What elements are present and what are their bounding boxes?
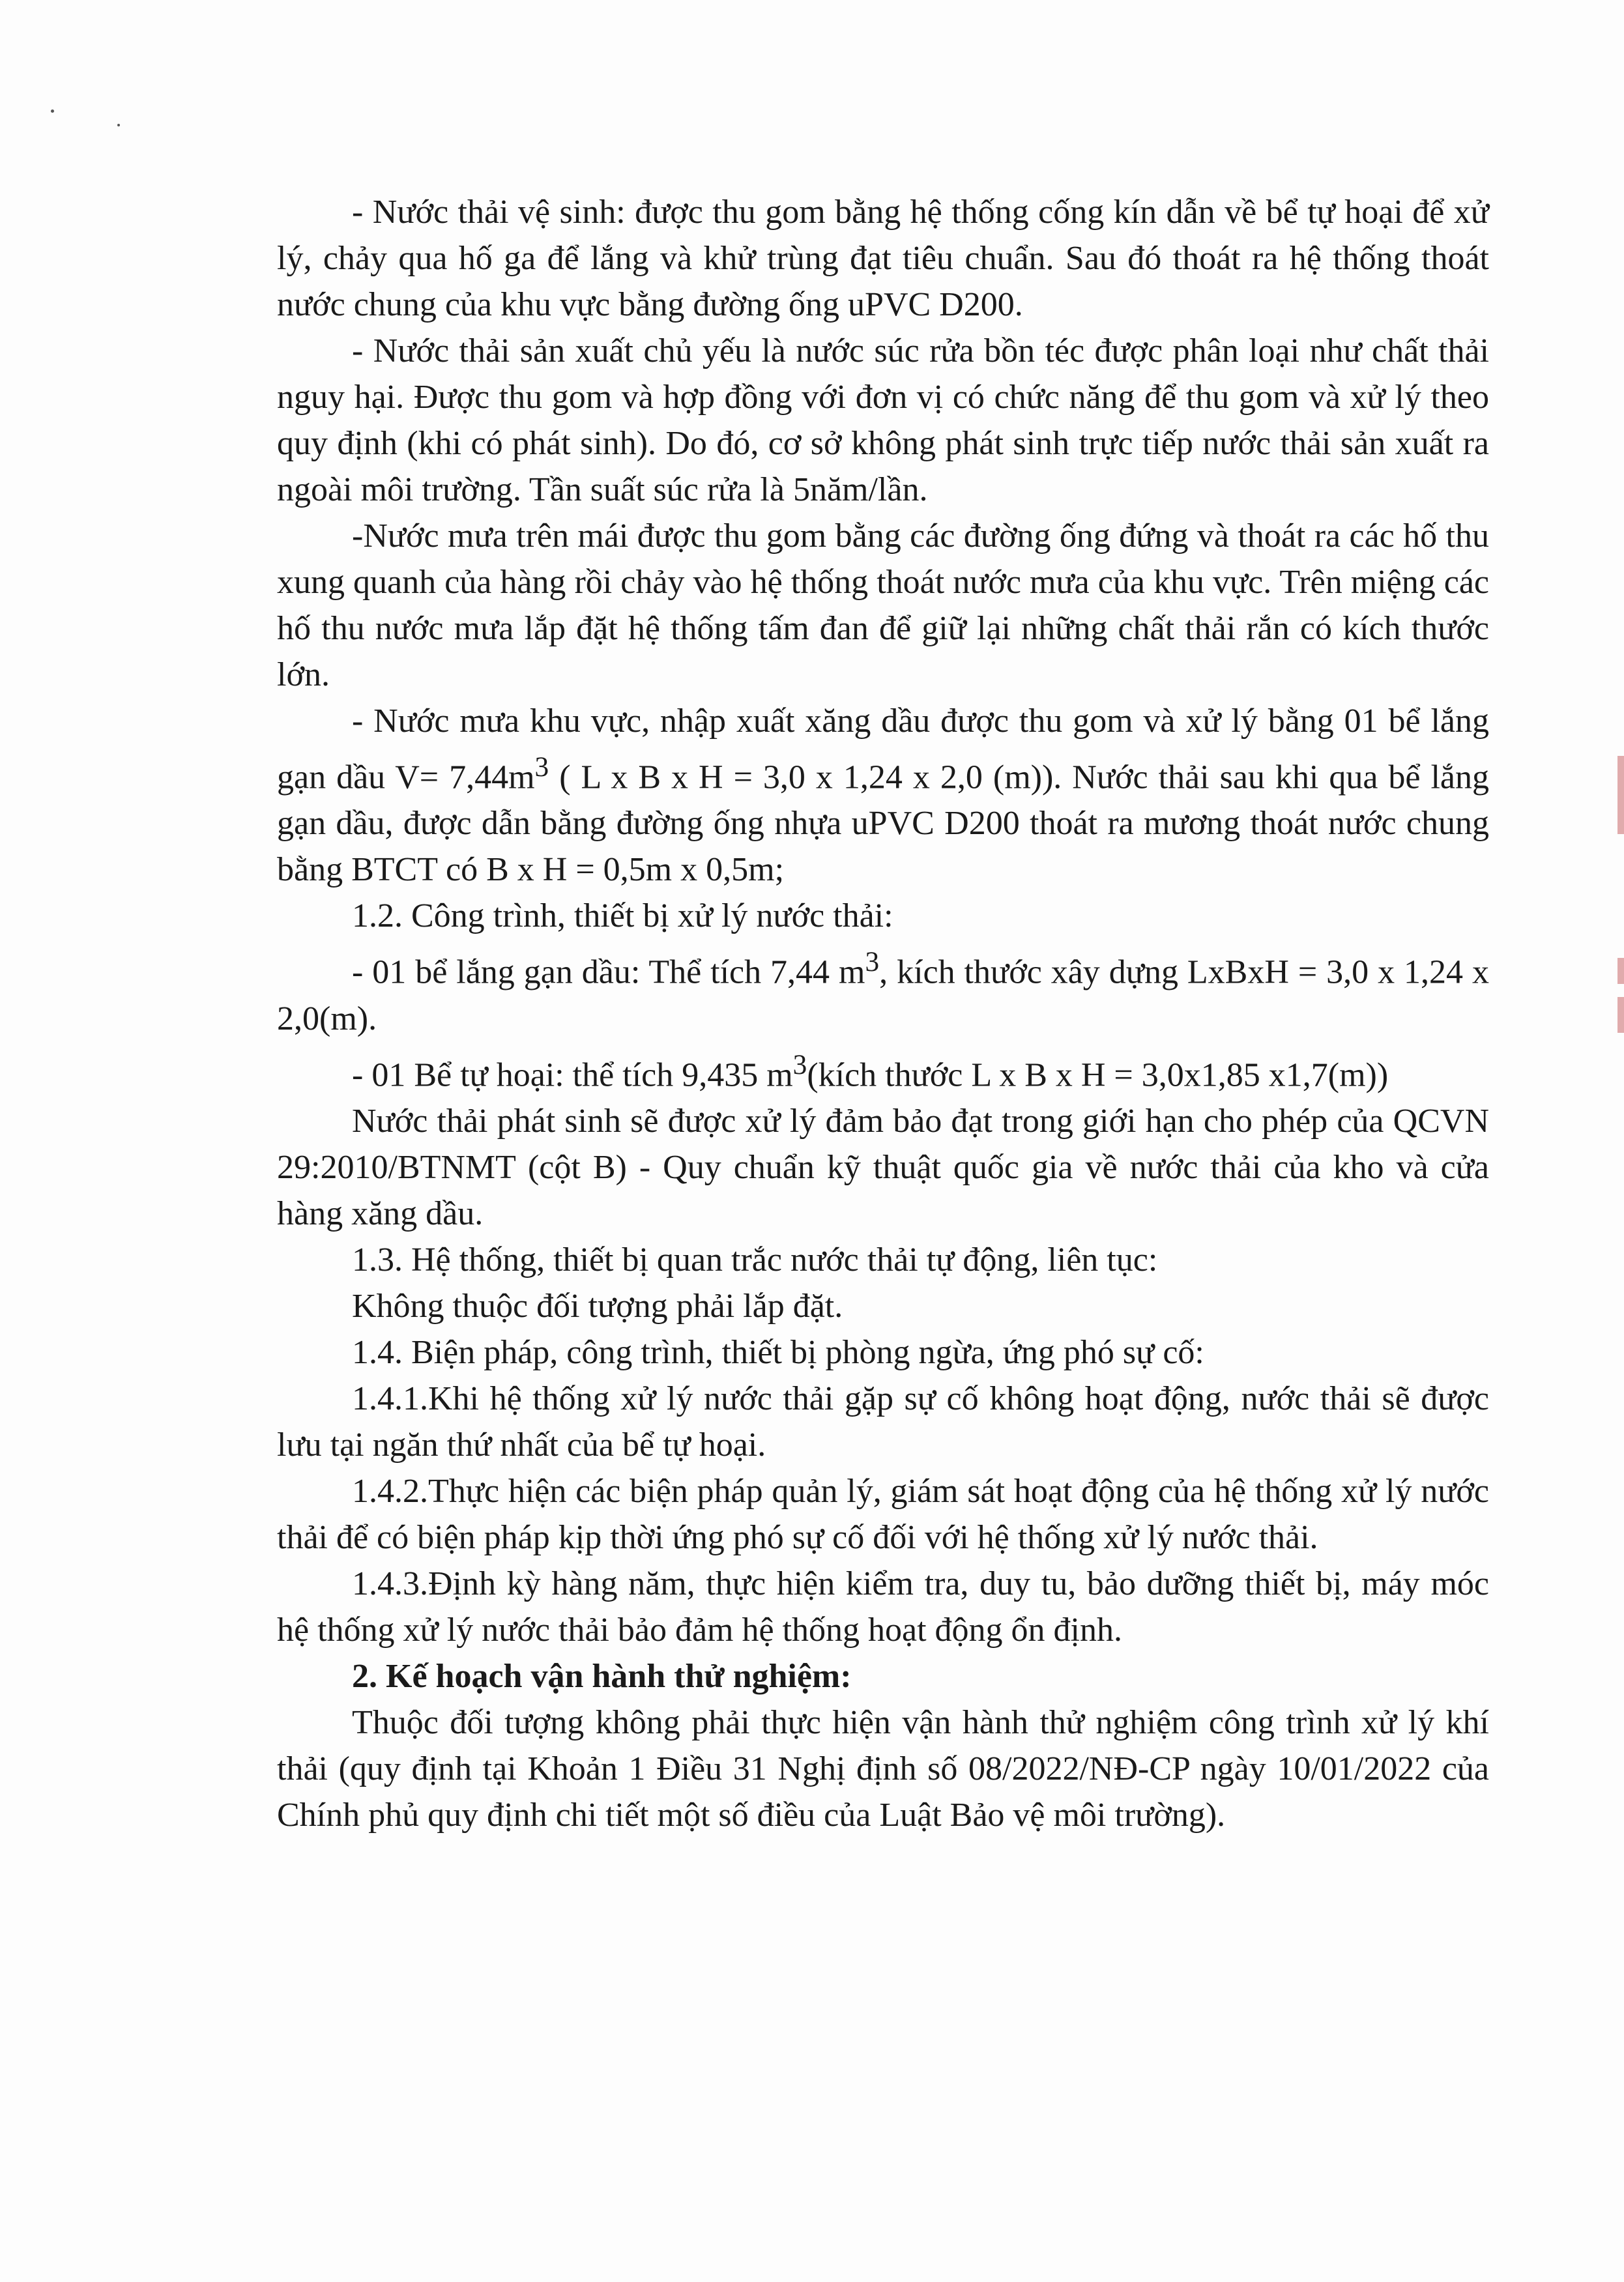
section-heading-1-2: 1.2. Công trình, thiết bị xử lý nước thải: — [352, 897, 893, 935]
paragraph-production-wastewater: - Nước thải sản xuất chủ yếu là nước súc rửa bồn téc được phân loại như chất thải nguy hại. Được thu gom và hợp đồng với đơn vị có chức năng để thu gom và xử lý theo quy định (khi có phát sinh). Do đó, cơ sở không phát sinh trực tiếp nước thải sản xuất ra ngoài môi trường. Tần suất súc rửa là 5năm/lần. — [277, 332, 1489, 508]
edge-stain — [1617, 756, 1624, 834]
paragraph-septic-tank — [277, 1042, 1489, 1098]
paragraph-1-4-3: 1.4.3.Định kỳ hàng năm, thực hiện kiểm tra, duy tu, bảo dưỡng thiết bị, máy móc hệ thống xử lý nước thải bảo đảm hệ thống hoạt động ổn định. — [277, 1565, 1489, 1649]
text-segment: ( L x B x H = 3,0 x 1,24 x 2,0 (m)). Nước thải sau khi qua bể lắng gạn dầu, được dẫn bằng đường ống nhựa uPVC D200 thoát ra mương thoát nước chung bằng BTCT có B x H = 0,5m x 0,5m; — [277, 758, 1490, 889]
superscript: 3 — [792, 1048, 807, 1080]
section-heading-1-3: 1.3. Hệ thống, thiết bị quan trắc nước thải tự động, liên tục: — [352, 1241, 1158, 1278]
paragraph-not-required: Không thuộc đối tượng phải lắp đặt. — [352, 1287, 843, 1325]
paragraph-1-4-1: 1.4.1.Khi hệ thống xử lý nước thải gặp sự cố không hoạt động, nước thải sẽ được lưu tại ngăn thứ nhất của bể tự hoại. — [277, 1379, 1489, 1464]
paragraph-standard: Nước thải phát sinh sẽ được xử lý đảm bảo đạt trong giới hạn cho phép của QCVN 29:2010/BTNMT (cột B) - Quy chuẩn kỹ thuật quốc gia về nước thải của kho và cửa hàng xăng dầu. — [277, 1102, 1489, 1232]
edge-stain — [1617, 958, 1624, 984]
scan-speck — [51, 109, 54, 113]
superscript: 3 — [534, 751, 549, 783]
text-segment: - Nước mưa khu vực, nhập xuất xăng dầu được thu gom và xử lý bằng 01 bể lắng gạn dầu V= 7,44m — [277, 702, 1489, 796]
section-heading-2: 2. Kế hoạch vận hành thử nghiệm: — [352, 1657, 852, 1695]
paragraph-oil-separator — [277, 939, 1489, 1041]
edge-stain — [1617, 997, 1624, 1033]
paragraph-area-rainwater — [277, 698, 1489, 893]
text-segment: - 01 Bể tự hoại: thể tích 9,435 m — [352, 1056, 793, 1093]
text-segment: (kích thước L x B x H = 3,0x1,85 x1,7(m)) — [807, 1056, 1389, 1093]
section-heading-1-4: 1.4. Biện pháp, công trình, thiết bị phòng ngừa, ứng phó sự cố: — [352, 1333, 1204, 1371]
paragraph-domestic-wastewater: - Nước thải vệ sinh: được thu gom bằng hệ thống cống kín dẫn về bể tự hoại để xử lý, chảy qua hố ga để lắng và khử trùng đạt tiêu chuẩn. Sau đó thoát ra hệ thống thoát nước chung của khu vực bằng đường ống uPVC D200. — [277, 194, 1489, 323]
text-segment: - 01 bể lắng gạn dầu: Thể tích 7,44 m — [352, 953, 865, 991]
scan-speck — [117, 124, 120, 126]
text-segment: , kích thước xây dựng LxBxH = 3,0 x 1,24 x 2,0(m). — [277, 953, 1489, 1037]
superscript: 3 — [865, 946, 880, 978]
document-body — [277, 189, 1489, 1838]
paragraph-trial-operation: Thuộc đối tượng không phải thực hiện vận hành thử nghiệm công trình xử lý khí thải (quy định tại Khoản 1 Điều 31 Nghị định số 08/2022/NĐ-CP ngày 10/01/2022 của Chính phủ quy định chi tiết một số điều của Luật Bảo vệ môi trường). — [277, 1703, 1489, 1834]
paragraph-roof-rainwater: -Nước mưa trên mái được thu gom bằng các đường ống đứng và thoát ra các hố thu xung quanh của hàng rồi chảy vào hệ thống thoát nước mưa của khu vực. Trên miệng các hố thu nước mưa lắp đặt hệ thống tấm đan để giữ lại những chất thải rắn có kích thước lớn. — [277, 517, 1489, 693]
paragraph-1-4-2: 1.4.2.Thực hiện các biện pháp quản lý, giám sát hoạt động của hệ thống xử lý nước thải để có biện pháp kịp thời ứng phó sự cố đối với hệ thống xử lý nước thải. — [277, 1472, 1489, 1556]
